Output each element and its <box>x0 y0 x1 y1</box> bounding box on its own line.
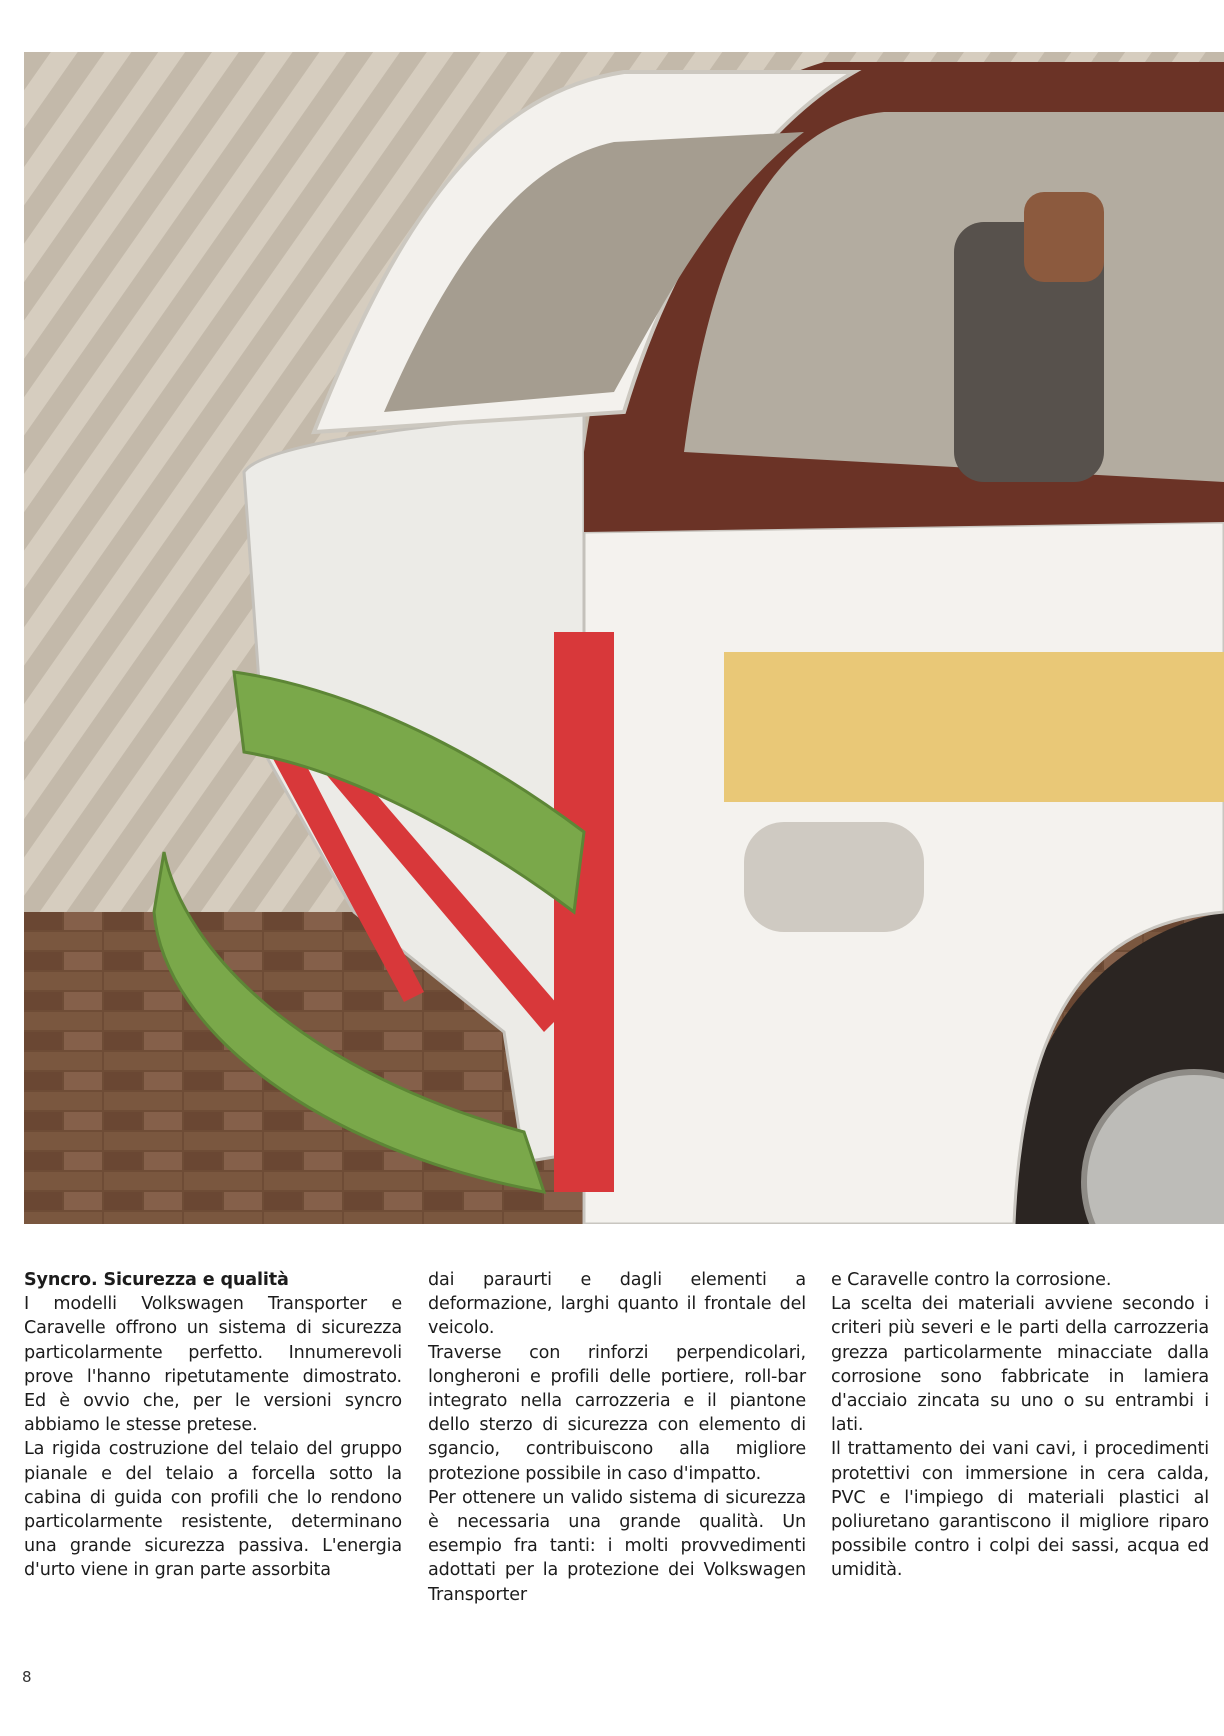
paragraph: La rigida costruzione del telaio del gruppo pianale e del telaio a forcella sotto la cabina di guida con profili che lo rendono particolarmente resistente, determinano una grande sicurezza passiva. L'energia d'urto viene in gran parte assorbita <box>24 1439 402 1581</box>
vehicle-photo <box>24 52 1224 1224</box>
paragraph: Per ottenere un valido sistema di sicurezza è necessaria una grande qualità. Un esempio fra tanti: i molti provvedimenti adottati per la protezione dei Volkswagen Transporter <box>428 1487 806 1605</box>
article-column-2 <box>428 1268 806 1607</box>
paragraph: e Caravelle contro la corrosione. <box>831 1270 1112 1290</box>
article-column-3 <box>831 1268 1209 1583</box>
paragraph: I modelli Volkswagen Transporter e Caravelle offrono un sistema di sicurezza particolarmente perfetto. Innumerevoli prove l'hanno ripetutamente dimostrato. Ed è ovvio che, per le versioni syncro abbiamo le stesse pretese. <box>24 1294 402 1436</box>
paragraph: Il trattamento dei vani cavi, i procedimenti protettivi con immersione in cera calda, PVC e l'impiego di materiali plastici al poliuretano garantiscono il migliore riparo possibile contro i colpi dei sassi, acqua ed umidità. <box>831 1439 1209 1581</box>
paragraph: Traverse con rinforzi perpendicolari, longheroni e profili delle portiere, roll-bar integrato nella carrozzeria e il piantone dello sterzo di sicurezza con elemento di sgancio, contribuiscono alla migliore protezione possibile in caso d'impatto. <box>428 1342 806 1484</box>
headrest <box>1024 192 1104 282</box>
paragraph: dai paraurti e dagli elementi a deformazione, larghi quanto il frontale del veicolo. <box>428 1270 806 1339</box>
article-column-1 <box>24 1268 402 1583</box>
article-heading: Syncro. Sicurezza e qualità <box>24 1270 289 1290</box>
a-pillar-red <box>554 632 614 1192</box>
door-panel-foam <box>724 652 1224 802</box>
door-cutout <box>744 822 924 932</box>
paragraph: La scelta dei materiali avviene secondo i criteri più severi e le parti della carrozzeria grezza particolarmente minacciate dalla corrosione sono fabbricate in lamiera d'acciaio zincata su uno o su entrambi i lati. <box>831 1294 1209 1436</box>
page-number: 8 <box>22 1668 32 1686</box>
